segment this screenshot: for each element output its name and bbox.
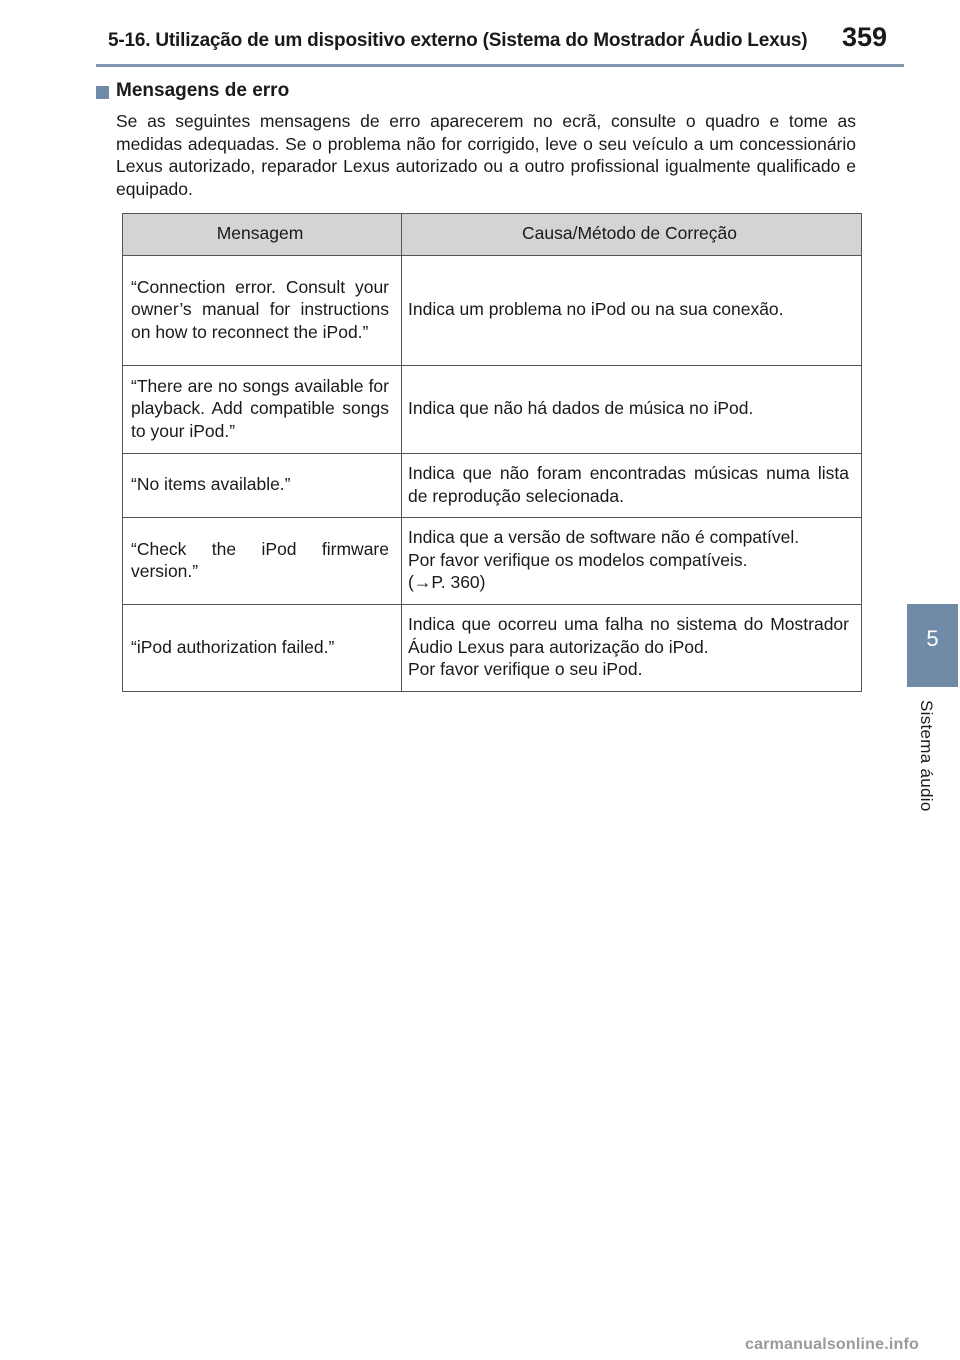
cause-line: Indica que ocorreu uma falha no sistema do Mostrador Áudio Lexus para autorização do iPod. — [408, 614, 849, 657]
column-header-message: Mensagem — [123, 214, 402, 256]
table-row — [123, 605, 862, 692]
watermark: carmanualsonline.info — [745, 1336, 920, 1353]
chapter-tab[interactable] — [907, 604, 958, 687]
message-cell: “No items available.” — [123, 454, 402, 518]
cause-line: Indica um problema no iPod ou na sua conexão. — [408, 299, 784, 320]
chapter-tab-number: 5 — [926, 626, 939, 651]
section-heading — [96, 80, 289, 102]
message-cell: “Connection error. Consult your owner’s manual for instructions on how to reconnect the iPod.” — [123, 256, 402, 366]
cause-line: Por favor verifique o seu iPod. — [408, 659, 643, 680]
heading-square-icon — [96, 86, 109, 99]
column-header-cause: Causa/Método de Correção — [402, 214, 862, 256]
header-title: 5-16. Utilização de um dispositivo externo (Sistema do Mostrador Áudio Lexus) — [108, 30, 808, 51]
table-row — [123, 518, 862, 605]
page-header — [0, 0, 905, 64]
page-number: 359 — [842, 22, 888, 52]
header-rule — [96, 64, 904, 67]
message-cell: “iPod authorization failed.” — [123, 605, 402, 692]
cause-line: Por favor verifique os modelos compatíveis. — [408, 549, 748, 570]
cause-cell — [402, 366, 862, 454]
cause-line: Indica que não há dados de música no iPod. — [408, 398, 754, 419]
intro-paragraph: Se as seguintes mensagens de erro aparecerem no ecrã, consulte o quadro e tome as medidas adequadas. Se o problema não for corrigido, leve o seu veículo a um concessionário Lexus autorizado, reparador Lexus autorizado ou a outro profissional igualmente qualificado e equipado. — [116, 111, 856, 199]
table-row — [123, 256, 862, 366]
page-reference-link[interactable]: (→P. 360) — [408, 572, 486, 593]
error-messages-table — [122, 213, 862, 692]
table-row — [123, 454, 862, 518]
cause-line: Indica que não foram encontradas músicas numa lista de reprodução selecionada. — [408, 463, 849, 506]
chapter-tab-label: Sistema áudio — [917, 700, 936, 812]
table-row — [123, 366, 862, 454]
cause-cell — [402, 454, 862, 518]
cause-line: Indica que a versão de software não é compatível. — [408, 527, 800, 548]
cause-cell — [402, 605, 862, 692]
message-cell: “There are no songs available for playback. Add compatible songs to your iPod.” — [123, 366, 402, 454]
table-header-row — [123, 214, 862, 256]
message-cell: “Check the iPod firmware version.” — [123, 518, 402, 605]
cause-cell — [402, 518, 862, 605]
cause-cell — [402, 256, 862, 366]
section-heading-text: Mensagens de erro — [116, 80, 290, 101]
